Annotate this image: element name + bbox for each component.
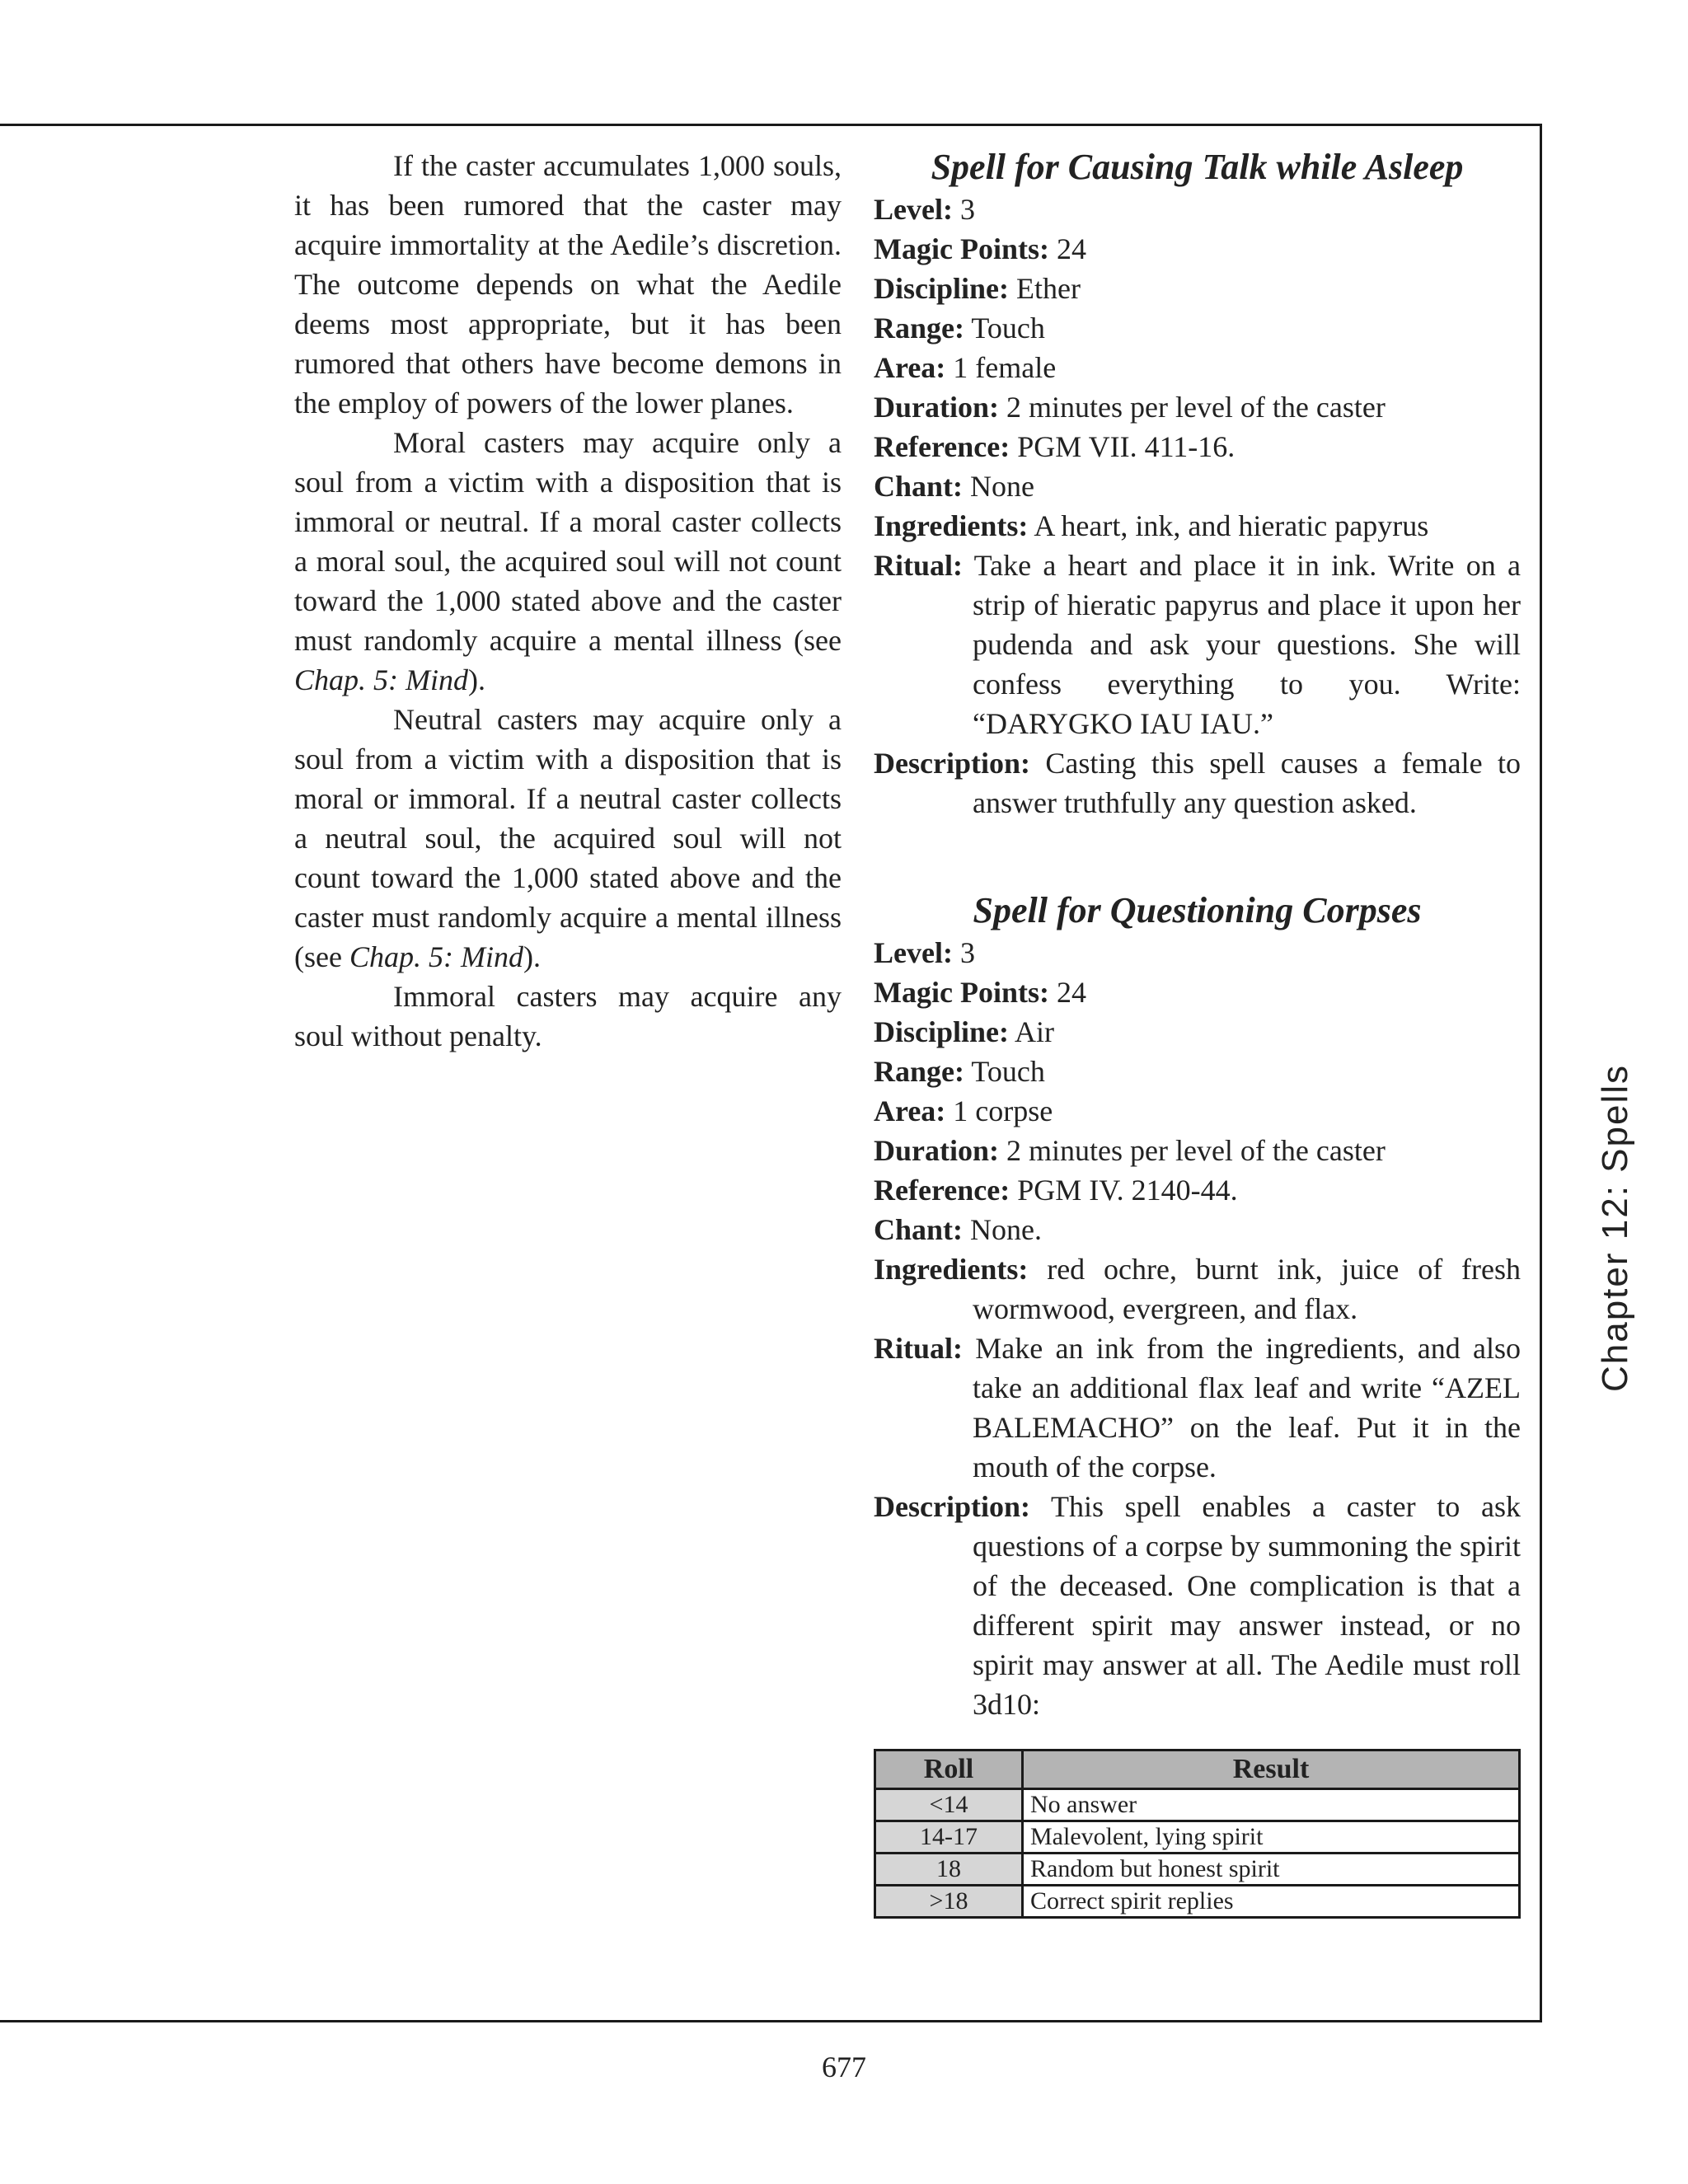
field-value: Casting this spell causes a female to answer truthfully any question asked. bbox=[973, 747, 1522, 819]
table-row bbox=[875, 1854, 1520, 1886]
field-value: 2 minutes per level of the caster bbox=[1006, 391, 1386, 424]
paragraph-text: ). bbox=[523, 940, 541, 973]
field-range bbox=[874, 1052, 1521, 1091]
field-value: 3 bbox=[959, 936, 975, 969]
field-value: PGM VII. 411-16. bbox=[1017, 430, 1236, 463]
field-label: Range: bbox=[874, 312, 964, 344]
field-level bbox=[874, 933, 1521, 972]
field-label: Duration: bbox=[874, 1134, 999, 1167]
field-duration bbox=[874, 1131, 1521, 1170]
page-number: 677 bbox=[822, 2050, 866, 2083]
field-reference bbox=[874, 1170, 1521, 1210]
left-column bbox=[294, 146, 842, 1056]
field-label: Ingredients: bbox=[874, 509, 1029, 542]
column-header-result: Result bbox=[1023, 1750, 1520, 1789]
field-label: Magic Points: bbox=[874, 232, 1049, 265]
field-label: Description: bbox=[874, 747, 1030, 780]
field-label: Level: bbox=[874, 193, 953, 226]
field-label: Ingredients: bbox=[874, 1253, 1029, 1286]
field-value: None. bbox=[970, 1213, 1043, 1246]
field-description bbox=[874, 743, 1521, 823]
field-label: Chant: bbox=[874, 470, 964, 503]
field-range bbox=[874, 308, 1521, 348]
field-value: 1 corpse bbox=[953, 1094, 1053, 1127]
paragraph-immortality: If the caster accumulates 1,000 souls, it has been rumored that the caster may acquire immortality at the Aedile’s discretion. The outcome depends on what the Aedile deems most appropriate, but it has been rumored that others have become demons in the employ of powers of the lower planes. bbox=[294, 149, 842, 419]
paragraph-neutral-casters bbox=[294, 700, 842, 977]
roll-cell: 18 bbox=[875, 1854, 1023, 1886]
field-label: Area: bbox=[874, 1094, 946, 1127]
column-header-roll: Roll bbox=[875, 1750, 1023, 1789]
chapter-reference: Chap. 5: Mind bbox=[294, 663, 468, 696]
table-header-row bbox=[875, 1750, 1520, 1789]
paragraph-text: ). bbox=[468, 663, 485, 696]
field-value: 24 bbox=[1056, 976, 1086, 1009]
result-cell: No answer bbox=[1023, 1789, 1520, 1821]
field-value: 3 bbox=[959, 193, 975, 226]
spell-title: Spell for Causing Talk while Asleep bbox=[931, 147, 1464, 187]
field-value: A heart, ink, and hieratic papyrus bbox=[1034, 509, 1429, 542]
right-column bbox=[874, 145, 1521, 1919]
field-label: Magic Points: bbox=[874, 976, 1049, 1009]
field-value: 2 minutes per level of the caster bbox=[1006, 1134, 1386, 1167]
field-discipline bbox=[874, 269, 1521, 308]
field-value: 24 bbox=[1056, 232, 1086, 265]
paragraph-immoral-casters: Immoral casters may acquire any soul without penalty. bbox=[294, 980, 842, 1052]
field-label: Reference: bbox=[874, 430, 1010, 463]
field-value: Touch bbox=[971, 1055, 1045, 1088]
field-description bbox=[874, 1487, 1521, 1724]
roll-cell: <14 bbox=[875, 1789, 1023, 1821]
field-value: Ether bbox=[1016, 272, 1081, 305]
field-label: Level: bbox=[874, 936, 953, 969]
field-ritual bbox=[874, 1329, 1521, 1487]
field-value: None bbox=[970, 470, 1035, 503]
spell-block-questioning-corpses bbox=[874, 933, 1521, 1724]
field-ingredients bbox=[874, 506, 1521, 546]
field-discipline bbox=[874, 1012, 1521, 1052]
field-label: Duration: bbox=[874, 391, 999, 424]
field-value: PGM IV. 2140-44. bbox=[1017, 1174, 1238, 1207]
result-cell: Correct spirit replies bbox=[1023, 1886, 1520, 1918]
result-cell: Malevolent, lying spirit bbox=[1023, 1821, 1520, 1854]
spell-block-talk-asleep bbox=[874, 190, 1521, 823]
field-label: Ritual: bbox=[874, 1332, 963, 1365]
field-magic-points bbox=[874, 972, 1521, 1012]
field-duration bbox=[874, 387, 1521, 427]
field-label: Range: bbox=[874, 1055, 964, 1088]
field-value: red ochre, burnt ink, juice of fresh wormwood, evergreen, and flax. bbox=[973, 1253, 1522, 1325]
field-value: Make an ink from the ingredients, and also take an additional flax leaf and write “AZEL BALEMACHO” on the leaf. Put it in the mouth of the corpse. bbox=[973, 1332, 1522, 1483]
field-label: Discipline: bbox=[874, 1015, 1010, 1048]
field-label: Description: bbox=[874, 1490, 1030, 1523]
field-chant bbox=[874, 1210, 1521, 1249]
roll-result-table bbox=[874, 1749, 1521, 1919]
field-value: Touch bbox=[971, 312, 1045, 344]
field-value: This spell enables a caster to ask questions of a corpse by summoning the spirit of the deceased. One complication is that a different spirit may answer instead, or no spirit may answer at all. The Aedile must roll 3d10: bbox=[973, 1490, 1521, 1721]
field-ritual bbox=[874, 546, 1521, 743]
field-value: Take a heart and place it in ink. Write on a strip of hieratic papyrus and place it upon her pudenda and ask your questions. She will confess everything to you. Write: “DARYGKO IAU IAU.” bbox=[973, 549, 1521, 740]
table-row bbox=[875, 1789, 1520, 1821]
field-value: Air bbox=[1015, 1015, 1055, 1048]
result-cell: Random but honest spirit bbox=[1023, 1854, 1520, 1886]
field-label: Area: bbox=[874, 351, 946, 384]
paragraph-moral-casters bbox=[294, 423, 842, 700]
paragraph-text: Neutral casters may acquire only a soul from a victim with a disposition that is moral or immoral. If a neutral caster collects a neutral soul, the acquired soul will not count toward the 1,000 stated above and the caster must randomly acquire a mental illness (see bbox=[294, 703, 842, 973]
field-label: Reference: bbox=[874, 1174, 1010, 1207]
field-chant bbox=[874, 466, 1521, 506]
roll-cell: 14-17 bbox=[875, 1821, 1023, 1854]
field-reference bbox=[874, 427, 1521, 466]
spell-title: Spell for Questioning Corpses bbox=[973, 890, 1422, 930]
chapter-reference: Chap. 5: Mind bbox=[349, 940, 523, 973]
field-value: 1 female bbox=[953, 351, 1057, 384]
chapter-side-label: Chapter 12: Spells bbox=[1595, 1064, 1635, 1392]
table-row bbox=[875, 1821, 1520, 1854]
paragraph-text: Moral casters may acquire only a soul from a victim with a disposition that is immoral or neutral. If a moral caster collects a moral soul, the acquired soul will not count toward the 1,000 stated above and the caster must randomly acquire a mental illness (see bbox=[294, 426, 842, 657]
roll-cell: >18 bbox=[875, 1886, 1023, 1918]
field-ingredients bbox=[874, 1249, 1521, 1329]
field-magic-points bbox=[874, 229, 1521, 269]
field-label: Discipline: bbox=[874, 272, 1010, 305]
field-level bbox=[874, 190, 1521, 229]
field-area bbox=[874, 348, 1521, 387]
field-label: Chant: bbox=[874, 1213, 964, 1246]
field-label: Ritual: bbox=[874, 549, 963, 582]
field-area bbox=[874, 1091, 1521, 1131]
table-row bbox=[875, 1886, 1520, 1918]
